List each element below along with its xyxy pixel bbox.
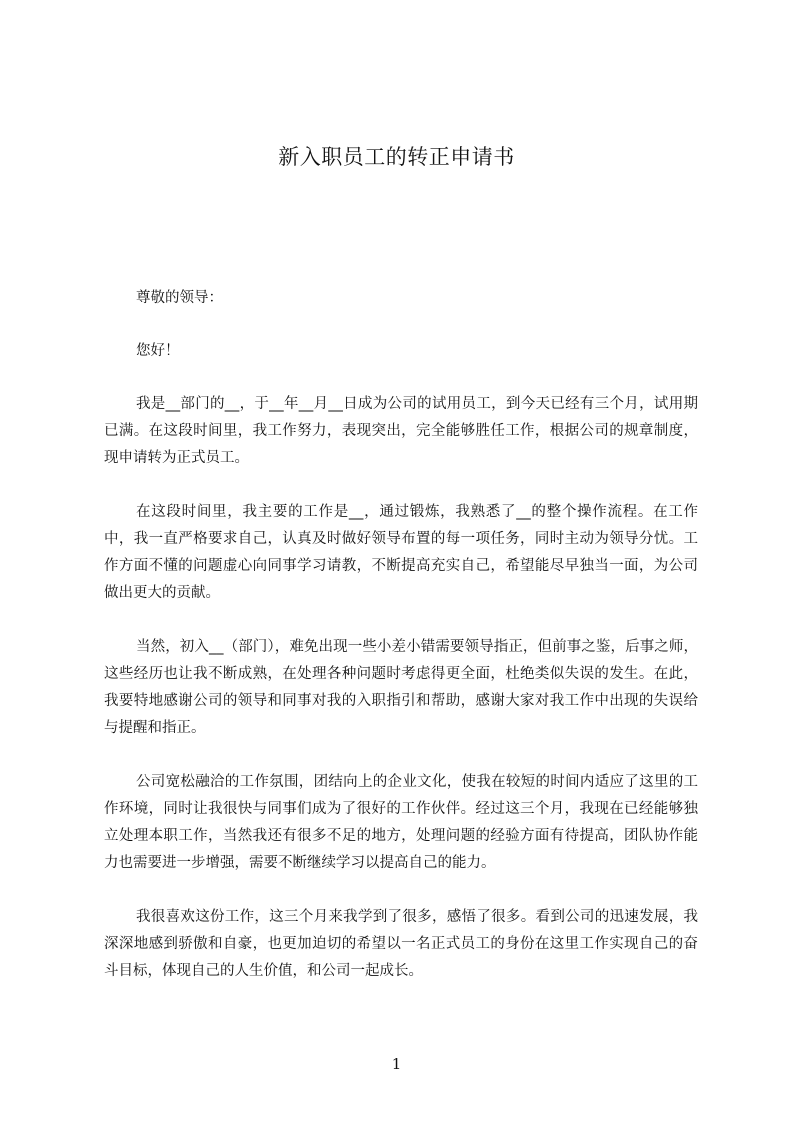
greeting: 您好！ bbox=[136, 343, 180, 359]
letter-body bbox=[104, 285, 698, 1012]
paragraph-thanks: 当然，初入__（部门），难免出现一些小差小错需要领导指正，但前事之鉴，后事之师，这些经历也让我不断成熟，在处理各种问题时考虑得更全面，杜绝类似失误的发生。在此，我要特地感谢公司的领导和同事对我的入职指引和帮助，感谢大家对我工作中出现的失误给与提醒和指正。 bbox=[104, 639, 698, 736]
salutation: 尊敬的领导： bbox=[136, 290, 223, 306]
page-number: 1 bbox=[391, 1055, 402, 1073]
paragraph-environment: 公司宽松融洽的工作氛围，团结向上的企业文化，使我在较短的时间内适应了这里的工作环境，同时让我很快与同事们成为了很好的工作伙伴。经过这三个月，我现在已经能够独立处理本职工作，当然我还有很多不足的地方，处理问题的经验方面有待提高，团队协作能力也需要进一步增强，需要不断继续学习以提高自己的能力。 bbox=[104, 774, 698, 871]
paragraph-closing: 我很喜欢这份工作，这三个月来我学到了很多，感悟了很多。看到公司的迅速发展，我深深地感到骄傲和自豪，也更加迫切的希望以一名正式员工的身份在这里工作实现自己的奋斗目标，体现自己的人生价值，和公司一起成长。 bbox=[104, 909, 698, 979]
document-title: 新入职员工的转正申请书 bbox=[278, 145, 515, 169]
paragraph-work: 在这段时间里，我主要的工作是__，通过锻炼，我熟悉了__的整个操作流程。在工作中，我一直严格要求自己，认真及时做好领导布置的每一项任务，同时主动为领导分忧。工作方面不懂的问题虚心向同事学习请教，不断提高充实自己，希望能尽早独当一面，为公司做出更大的贡献。 bbox=[104, 504, 698, 601]
paragraph-intro: 我是__部门的__，于__年__月__日成为公司的试用员工，到今天已经有三个月，试用期已满。在这段时间里，我工作努力，表现突出，完全能够胜任工作，根据公司的规章制度，现申请转为正式员工。 bbox=[104, 396, 698, 466]
